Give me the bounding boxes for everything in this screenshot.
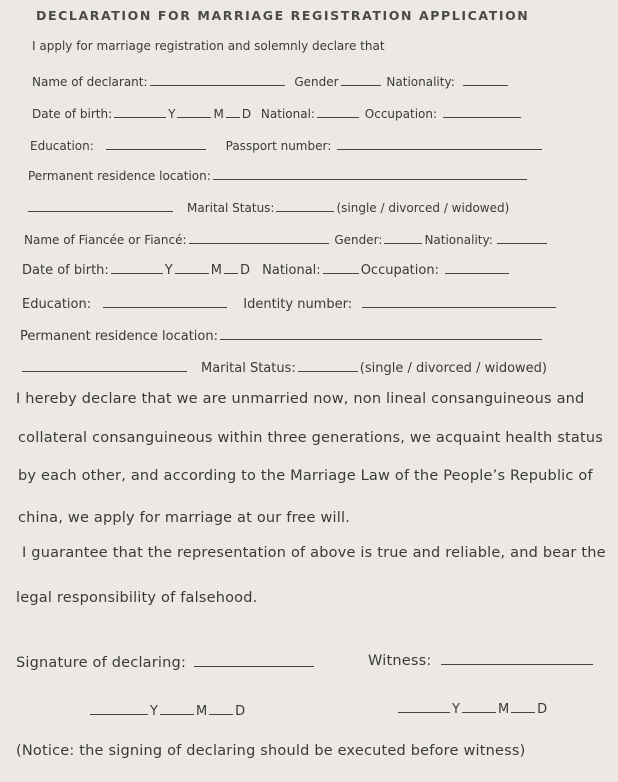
declarant-dob-year-field[interactable] (114, 106, 166, 118)
declarant-dob-day-field[interactable] (226, 106, 240, 118)
signature-date-month-field[interactable] (160, 702, 194, 715)
declarant-marital-options: (single / divorced / widowed) (336, 201, 510, 215)
witness-date-day-field[interactable] (511, 700, 535, 713)
declarant-dob-label: Date of birth: (32, 107, 113, 121)
declarant-residence-row (28, 168, 529, 183)
fiance-dob-day-field[interactable] (224, 262, 238, 274)
signature-date-d: D (235, 704, 246, 719)
fiance-dob-year-field[interactable] (111, 262, 163, 274)
declarant-nationality-field[interactable] (463, 74, 508, 86)
fiance-marital-field[interactable] (298, 360, 358, 372)
declarant-residence-label: Permanent residence location: (28, 169, 211, 183)
declarant-dob-m: M (213, 107, 224, 121)
declarant-dob-y: Y (168, 107, 176, 121)
declaration-line-4: china, we apply for marriage at our free will. (18, 510, 351, 526)
fiance-residence-field[interactable] (220, 328, 542, 340)
fiance-name-label: Name of Fiancée or Fiancé: (24, 233, 187, 247)
signature-date-year-field[interactable] (90, 702, 148, 715)
declarant-marital-field[interactable] (276, 200, 334, 212)
fiance-marital-options: (single / divorced / widowed) (359, 361, 547, 376)
declarant-nationality-label: Nationality: (386, 75, 455, 89)
declarant-marital-row (26, 200, 509, 215)
declarant-name-row (32, 74, 510, 89)
fiance-dob-d: D (239, 263, 250, 278)
declarant-name-label: Name of declarant: (32, 75, 148, 89)
signature-field[interactable] (194, 654, 314, 667)
fiance-marital-row (20, 360, 547, 376)
fiance-marital-label: Marital Status: (201, 361, 296, 376)
fiance-residence-row (20, 328, 544, 344)
declarant-gender-label: Gender (294, 75, 339, 89)
signature-date-day-field[interactable] (209, 702, 233, 715)
fiance-nationality-label: Nationality: (424, 233, 493, 247)
declaration-line-1: I hereby declare that we are unmarried now, non lineal consanguineous and (16, 391, 585, 407)
fiance-national-field[interactable] (323, 262, 359, 274)
fiance-occupation-label: Occupation: (360, 263, 439, 278)
fiance-identity-field[interactable] (362, 296, 556, 308)
declaration-line-2: collateral consanguineous within three generations, we acquaint health status (18, 430, 603, 446)
declarant-passport-label: Passport number: (225, 139, 332, 153)
signature-date-row (88, 702, 245, 719)
declarant-passport-field[interactable] (337, 138, 542, 150)
witness-label: Witness: (368, 653, 432, 669)
signature-label: Signature of declaring: (16, 655, 187, 671)
fiance-education-label: Education: (22, 297, 92, 312)
fiance-residence-continued-field[interactable] (22, 360, 187, 372)
fiance-dob-label: Date of birth: (22, 263, 109, 278)
declarant-national-label: National: (260, 107, 315, 121)
intro-text: I apply for marriage registration and solemnly declare that (32, 39, 385, 53)
fiance-dob-month-field[interactable] (175, 262, 209, 274)
fiance-identity-label: Identity number: (243, 297, 353, 312)
fiance-dob-m: M (210, 263, 222, 278)
notice-text: (Notice: the signing of declaring should be executed before witness) (16, 743, 526, 759)
declarant-occupation-label: Occupation: (364, 107, 438, 121)
declarant-education-row (30, 138, 544, 153)
declarant-gender-field[interactable] (341, 74, 381, 86)
declarant-education-field[interactable] (106, 138, 206, 150)
witness-date-d: D (537, 702, 548, 717)
signature-label-row (16, 654, 316, 671)
witness-date-month-field[interactable] (462, 700, 496, 713)
declarant-name-field[interactable] (150, 74, 285, 86)
form-title: DECLARATION FOR MARRIAGE REGISTRATION APPLICATION (36, 8, 530, 23)
witness-row (368, 652, 595, 669)
witness-date-year-field[interactable] (398, 700, 450, 713)
signature-date-y: Y (150, 704, 158, 719)
fiance-name-field[interactable] (189, 232, 329, 244)
fiance-education-field[interactable] (103, 296, 227, 308)
signature-date-m: M (195, 704, 208, 719)
fiance-nationality-field[interactable] (497, 232, 547, 244)
fiance-gender-field[interactable] (384, 232, 422, 244)
declaration-line-6: legal responsibility of falsehood. (16, 590, 258, 606)
declarant-occupation-field[interactable] (443, 106, 521, 118)
declarant-dob-d: D (241, 107, 252, 121)
witness-date-y: Y (452, 702, 460, 717)
declaration-line-5: I guarantee that the representation of above is true and reliable, and bear the (22, 545, 606, 561)
declarant-residence-field[interactable] (213, 168, 527, 180)
fiance-dob-y: Y (164, 263, 173, 278)
declarant-education-label: Education: (30, 139, 94, 153)
fiance-dob-row (22, 262, 511, 278)
fiance-national-label: National: (262, 263, 321, 278)
declaration-line-3: by each other, and according to the Marriage Law of the People’s Republic of (18, 468, 593, 484)
declarant-residence-continued-field[interactable] (28, 200, 173, 212)
witness-field[interactable] (441, 652, 593, 665)
fiance-gender-label: Gender: (334, 233, 383, 247)
fiance-name-row (24, 232, 549, 247)
declarant-national-field[interactable] (317, 106, 359, 118)
fiance-occupation-field[interactable] (445, 262, 509, 274)
witness-date-m: M (497, 702, 510, 717)
declarant-dob-month-field[interactable] (177, 106, 211, 118)
declarant-dob-row (32, 106, 523, 121)
fiance-education-row (22, 296, 558, 312)
witness-date-row (396, 700, 547, 717)
fiance-residence-label: Permanent residence location: (20, 329, 218, 344)
declarant-marital-label: Marital Status: (187, 201, 275, 215)
